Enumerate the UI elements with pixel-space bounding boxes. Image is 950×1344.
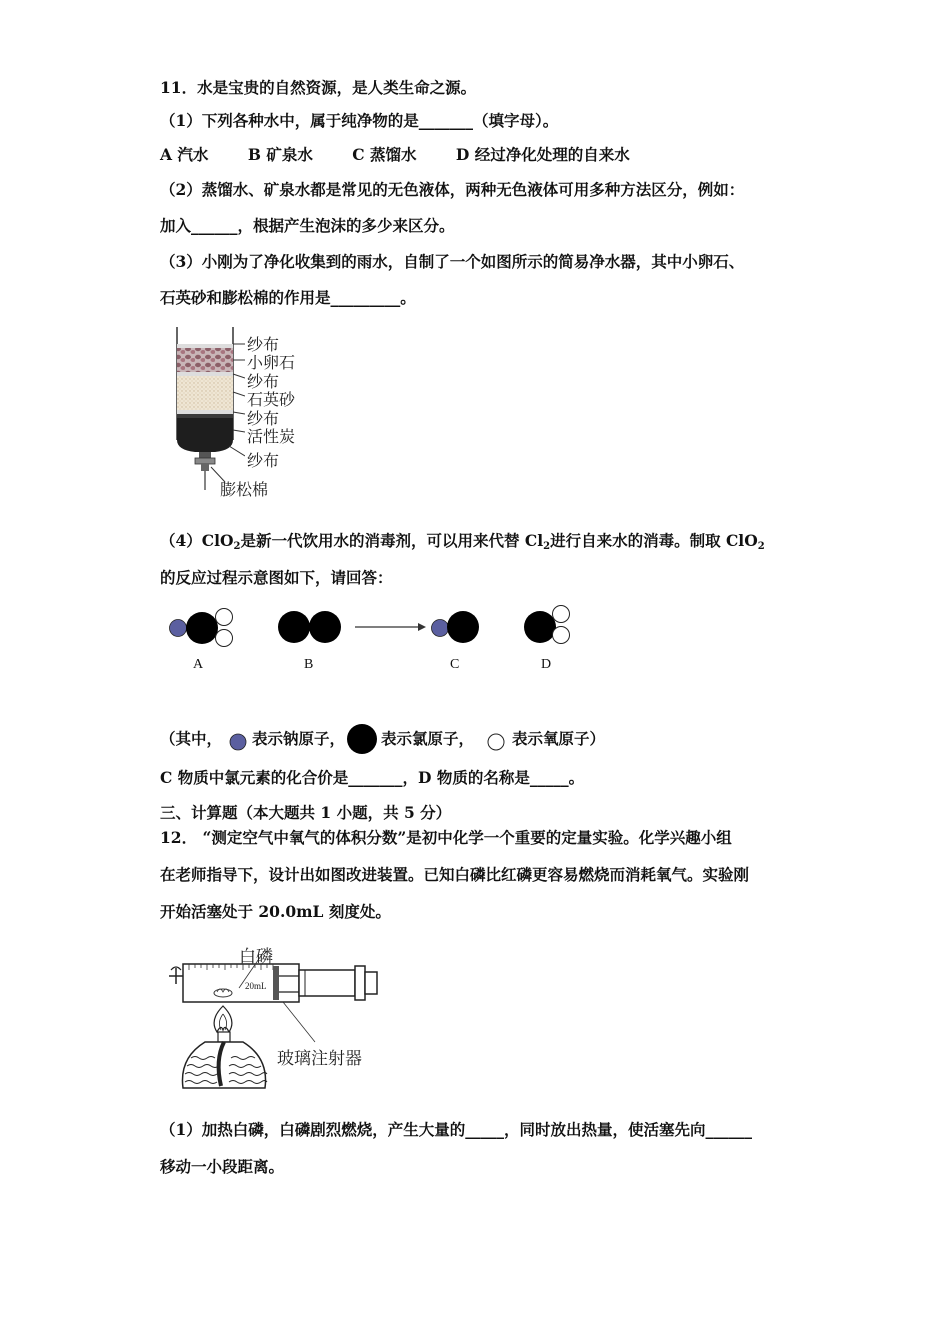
syringe-apparatus-diagram xyxy=(165,940,395,1100)
label-a: A xyxy=(193,657,204,672)
label-glass-syringe: 玻璃注射器 xyxy=(277,1049,362,1069)
option-d: D 经过净化处理的自来水 xyxy=(455,145,630,164)
q12-part1-line1: （1）加热白磷，白磷剧烈燃烧，产生大量的_____，同时放出热量，使活塞先向______ xyxy=(160,1120,753,1139)
syringe-apparatus-figure xyxy=(165,940,395,1100)
water-filter-diagram xyxy=(165,322,245,502)
q11-part4-line1: （4）ClO$_2$是新一代饮用水的消毒剂，可以用来代替 $Cl_2$进行自来水的消毒。制取 ClO$_2$ xyxy=(160,531,765,552)
molecule-b xyxy=(278,611,341,643)
oxygen-atom-icon xyxy=(486,727,512,751)
label-d: D xyxy=(541,657,552,672)
label-gauze-4: 纱布 xyxy=(247,451,280,470)
section3-title: 三、计算题（本大题共 1 小题，共 5 分） xyxy=(160,803,452,822)
option-c: C 蒸馏水 xyxy=(352,145,417,164)
q12-line1: 12． “测定空气中氧气的体积分数”是初中化学一个重要的定量实验。化学兴趣小组 xyxy=(160,828,732,847)
molecule-c xyxy=(432,611,480,643)
label-quartz-sand: 石英砂 xyxy=(247,390,296,409)
reaction-diagram xyxy=(160,600,590,680)
label-gauze-1: 纱布 xyxy=(247,335,280,354)
water-filter-figure xyxy=(165,322,315,502)
q11-part4-line2: 的反应过程示意图如下，请回答： xyxy=(160,568,393,587)
label-b: B xyxy=(304,657,314,672)
reaction-arrow xyxy=(355,623,426,631)
q11-part2-line2: 加入______，根据产生泡沫的多少来区分。 xyxy=(160,216,455,235)
label-gauze-2: 纱布 xyxy=(247,372,280,391)
sodium-atom-icon xyxy=(226,727,252,751)
q11-options xyxy=(160,145,664,165)
molecule-a xyxy=(170,609,233,647)
label-cotton: 膨松棉 xyxy=(220,480,269,499)
q11-title: 11．水是宝贵的自然资源，是人类生命之源。 xyxy=(160,78,477,97)
label-gauze-3: 纱布 xyxy=(247,409,280,428)
q12-line2: 在老师指导下，设计出如图改进装置。已知白磷比红磷更容易燃烧而消耗氧气。实验刚 xyxy=(160,865,750,884)
q11-part1: （1）下列各种水中，属于纯净物的是_______（填字母）。 xyxy=(160,111,559,130)
label-pebbles: 小卵石 xyxy=(247,353,296,372)
q11-part2-line1: （2）蒸馏水、矿泉水都是常见的无色液体，两种无色液体可用多种方法区分，例如： xyxy=(160,180,745,199)
label-white-phosphorus: 白磷 xyxy=(239,947,273,967)
q12-line3: 开始活塞处于 20.0mL 刻度处。 xyxy=(160,902,391,921)
chlorine-atom-icon xyxy=(345,722,381,756)
q11-part3-line2: 石英砂和膨松棉的作用是_________。 xyxy=(160,288,416,307)
label-c: C xyxy=(450,657,460,672)
q11-part4-question: C 物质中氯元素的化合价是_______，D 物质的名称是_____。 xyxy=(160,768,585,787)
label-20ml-scale: 20mL xyxy=(245,981,267,991)
q11-part3-line1: （3）小刚为了净化收集到的雨水，自制了一个如图所示的简易净水器，其中小卵石、 xyxy=(160,252,745,271)
label-activated-carbon: 活性炭 xyxy=(247,427,296,446)
option-b: B 矿泉水 xyxy=(247,145,313,164)
option-a: A 汽水 xyxy=(160,145,209,164)
atom-legend: （其中， 表示钠原子， 表示氯原子， 表示氧原子） xyxy=(160,722,605,756)
molecule-d xyxy=(524,606,570,644)
q12-part1-line2: 移动一小段距离。 xyxy=(160,1157,285,1176)
